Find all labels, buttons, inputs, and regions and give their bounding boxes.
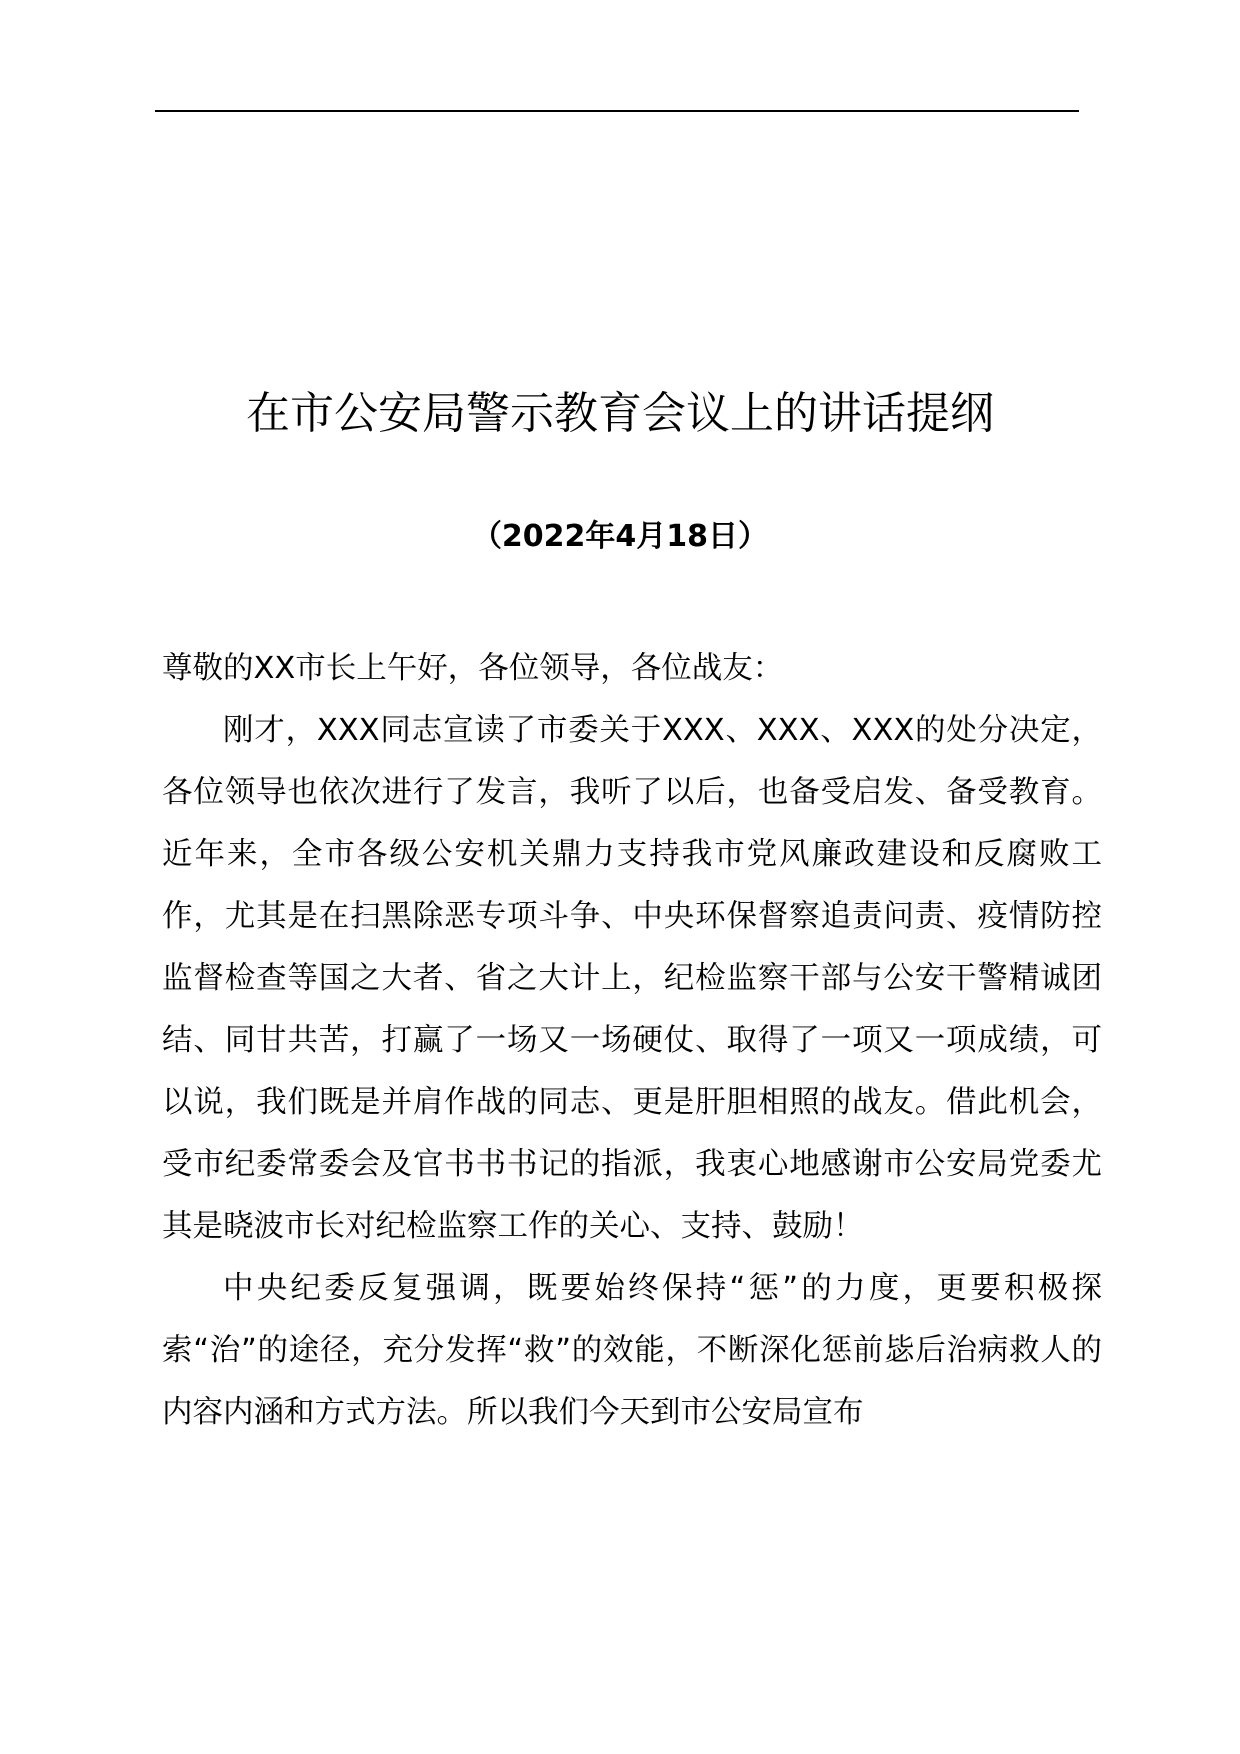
header-rule [155,110,1079,112]
body-paragraph-1: 刚才，XXX同志宣读了市委关于XXX、XXX、XXX的处分决定，各位领导也依次进行了发言，我听了以后，也备受启发、备受教育。近年来，全市各级公安机关鼎力支持我市党风廉政建设和反腐败工作，尤其是在扫黑除恶专项斗争、中央环保督察追责问责、疫情防控监督检查等国之大者、省之大计上，纪检监察干部与公安干警精诚团结、同甘共苦，打赢了一场又一场硬仗、取得了一项又一项成绩，可以说，我们既是并肩作战的同志、更是肝胆相照的战友。借此机会，受市纪委常委会及官书书书记的指派，我衷心地感谢市公安局党委尤其是晓波市长对纪检监察工作的关心、支持、鼓励！ [162,713,1102,1244]
body-paragraph-2: 中央纪委反复强调，既要始终保持“惩”的力度，更要积极探索“治”的途径，充分发挥“救”的效能，不断深化惩前毖后治病救人的内容内涵和方式方法。所以我们今天到市公安局宣布 [162,1271,1102,1430]
document-date: （2022年4月18日） [471,519,769,554]
salutation: 尊敬的XX市长上午好，各位领导，各位战友： [162,651,784,686]
document-title: 在市公安局警示教育会议上的讲话提纲 [246,388,994,439]
document-body [162,638,1102,1444]
